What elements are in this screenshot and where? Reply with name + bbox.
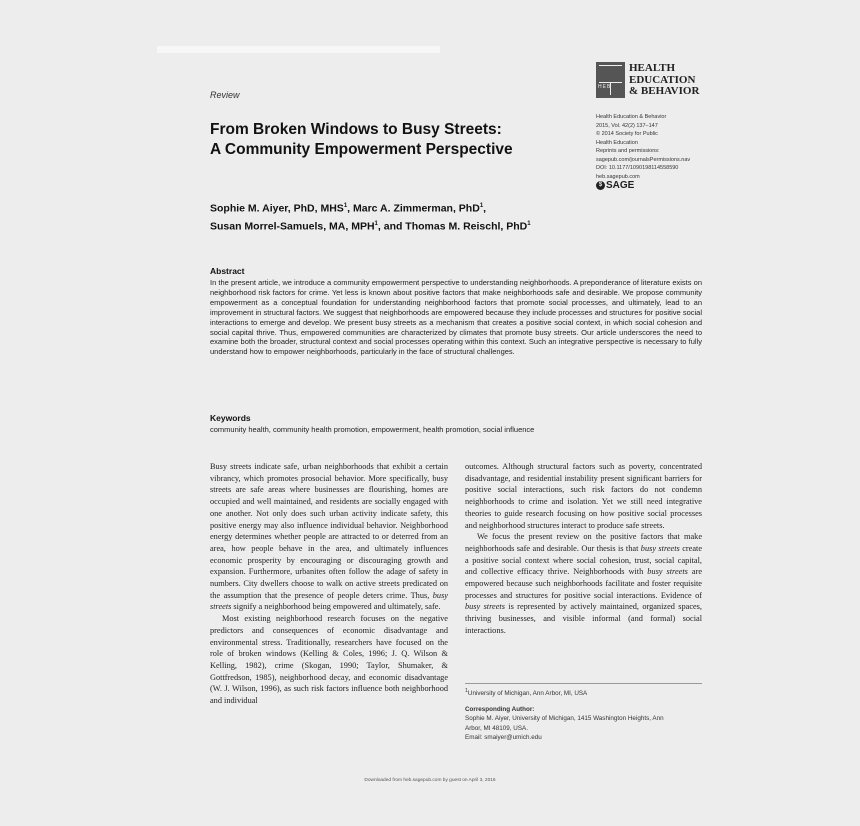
meta-journal-name: Health Education & Behavior bbox=[596, 114, 667, 120]
corresponding-author-line-2: Arbor, MI 48109, USA. bbox=[465, 724, 528, 732]
logo-line-3: & BEHAVIOR bbox=[629, 85, 700, 97]
author-aiyer: Sophie M. Aiyer, PhD, MHS bbox=[210, 202, 344, 215]
sage-icon: $ bbox=[596, 181, 605, 190]
meta-copyright: © 2014 Society for Public bbox=[596, 131, 658, 137]
keywords-text: community health, community health promotion, empowerment, health promotion, social influence bbox=[210, 425, 535, 434]
author-sup: 1 bbox=[527, 220, 531, 227]
text-run: Busy streets indicate safe, urban neighborhoods that exhibit a certain vibrancy, which promotes prosocial behavior. More specifically, busy streets are safe areas where businesses are flourishing, homes are occupied and well maintained, and residents are socially engaged with one another. Not only does such urban activity indicate safety, this positive energy may also influence individual behavior. Neighborhood energy determines whether people are attracted to or deterred from an area, how people behave in the area, and ultimately influences economic prosperity by encouraging or discouraging growth and expansion. Furthermore, urbanites often follow the adage of safety in numbers. City dwellers choose to walk on active streets predicated on the assumption that the presence of people deters crime. Thus, bbox=[210, 462, 448, 600]
publisher-name: SAGE bbox=[606, 180, 635, 191]
body-paragraph bbox=[465, 531, 702, 636]
journal-logo bbox=[596, 62, 716, 102]
emphasis: busy streets bbox=[465, 602, 505, 612]
abstract-heading: Abstract bbox=[210, 266, 245, 276]
article-title bbox=[210, 120, 590, 160]
abstract-text: In the present article, we introduce a community empowerment perspective to understanding neighborhoods. A preponderance of literature exists on neighborhood risk factors for crime. Yet less is known about positive factors that make neighborhoods safe and desirable. We propose community empowerment as a conceptual foundation for understanding neighborhood factors that promote social processes, and ultimately, lead to an improvement in structural factors. We suggest that neighborhoods are empowered because they include processes and structures for positive social interactions to emerge and develop. We present busy streets as a mechanism that creates a positive social context, in which social cohesion and social capital thrive. Thus, empowered communities are characterized by climates that promote busy streets. Our article underscores the need to examine both the broader, structural context and social processes operating within this context. Such an integrative perspective is necessary to fully understand how to empower neighborhoods, particularly in the face of structural challenges. bbox=[210, 278, 702, 357]
journal-meta bbox=[596, 113, 711, 181]
text-run: We focus the present review on the positive factors that make neighborhoods safe and desirable. Our thesis is that bbox=[465, 532, 702, 553]
body-column-right bbox=[465, 461, 702, 637]
affiliation-sup: 1 bbox=[465, 688, 468, 694]
top-bar bbox=[157, 46, 440, 53]
title-line-2: A Community Empowerment Perspective bbox=[210, 141, 513, 158]
meta-volume: 2015, Vol. 42(2) 137–147 bbox=[596, 122, 658, 129]
author-zimmerman: , Marc A. Zimmerman, PhD bbox=[347, 202, 480, 215]
meta-journal-url[interactable]: heb.sagepub.com bbox=[596, 173, 640, 180]
logo-box-letters: HEB bbox=[598, 84, 612, 90]
section-label: Review bbox=[210, 90, 240, 100]
body-column-left bbox=[210, 461, 448, 707]
corresponding-author-line-1: Sophie M. Aiyer, University of Michigan, 1415 Washington Heights, Ann bbox=[465, 715, 664, 723]
author-reischl: , and Thomas M. Reischl, PhD bbox=[377, 220, 528, 232]
meta-copyright-2: Health Education bbox=[596, 139, 638, 146]
text-run: are empowered because such neighborhoods facilitate and foster requisite processes and structures for positive social interactions. Evidence of bbox=[465, 567, 703, 600]
meta-reprints: Reprints and permissions: bbox=[596, 148, 660, 154]
affiliation-text: University of Michigan, Ann Arbor, MI, USA bbox=[467, 690, 588, 698]
author-sup: 1 bbox=[479, 203, 484, 209]
body-paragraph: Most existing neighborhood research focuses on the negative predictors and consequences of economic disadvantage and environmental stress. Traditionally, researchers have focused on the role of broken windows (Kelling & Coles, 1996; J. Q. Wilson & Kelling, 1982), crime (Skogan, 1990; Taylor, Shumaker, & Gottfredson, 1985), neighborhood decay, and economic disadvantage (W. J. Wilson, 1996), as such risk factors influence both neighborhood and individual bbox=[210, 614, 448, 706]
keywords-heading: Keywords bbox=[210, 413, 251, 423]
emphasis: busy streets bbox=[647, 567, 688, 577]
affiliation-line bbox=[465, 687, 702, 699]
publisher-logo bbox=[596, 180, 634, 191]
logo-line-2: EDUCATION bbox=[629, 73, 696, 86]
text-run: is represented by actively maintained, organized spaces, thriving businesses, and visible informal (and formal) social interactions. bbox=[465, 602, 702, 635]
body-paragraph: outcomes. Although structural factors such as poverty, concentrated disadvantage, and residential instability present significant barriers for positive social interactions, such risk factors do not condemn neighborhoods to crime and isolation. Yet we still need integrative theories to guide research focusing on how positive social processes and neighborhood structures interact to produce safe streets. bbox=[465, 462, 702, 530]
author-sup: 1 bbox=[374, 220, 378, 227]
affiliation-block bbox=[465, 687, 702, 743]
title-line-1: From Broken Windows to Busy Streets: bbox=[210, 121, 502, 138]
download-footer: Downloaded from heb.sagepub.com by guest on April 3, 2016 bbox=[364, 778, 496, 783]
text-run: create a positive social context where social cohesion, trust, social capital, and collective efficacy thrive. Neighborhoods with bbox=[465, 543, 702, 577]
author-sup: 1 bbox=[343, 203, 348, 209]
journal-logo-text bbox=[629, 63, 699, 98]
emphasis: busy streets bbox=[210, 590, 448, 612]
body-paragraph bbox=[210, 461, 448, 613]
meta-permissions-link[interactable]: sagepub.com/journalsPermissions.nav bbox=[596, 156, 691, 163]
logo-line-1: HEALTH bbox=[629, 62, 676, 74]
corresponding-author-heading: Corresponding Author: bbox=[465, 705, 535, 713]
corresponding-author-email[interactable]: Email: smaiyer@umich.edu bbox=[465, 734, 542, 742]
journal-logo-icon bbox=[596, 62, 625, 98]
emphasis: busy streets bbox=[640, 543, 680, 553]
text-run: signify a neighborhood being empowered and ultimately, safe. bbox=[231, 602, 441, 612]
author-list: Sophie M. Aiyer, PhD, MHS$^1$, Marc A. Zimmerman, PhD$^1$, Susan Morrel-Samuels, MA, MPH$^1$, and Thomas M. Reischl, PhD$^1$ bbox=[210, 202, 531, 232]
footnote-divider bbox=[465, 683, 702, 684]
meta-doi[interactable]: DOI: 10.1177/1090198114558590 bbox=[596, 165, 679, 171]
author-morrel-samuels: Susan Morrel-Samuels, MA, MPH bbox=[210, 220, 375, 232]
